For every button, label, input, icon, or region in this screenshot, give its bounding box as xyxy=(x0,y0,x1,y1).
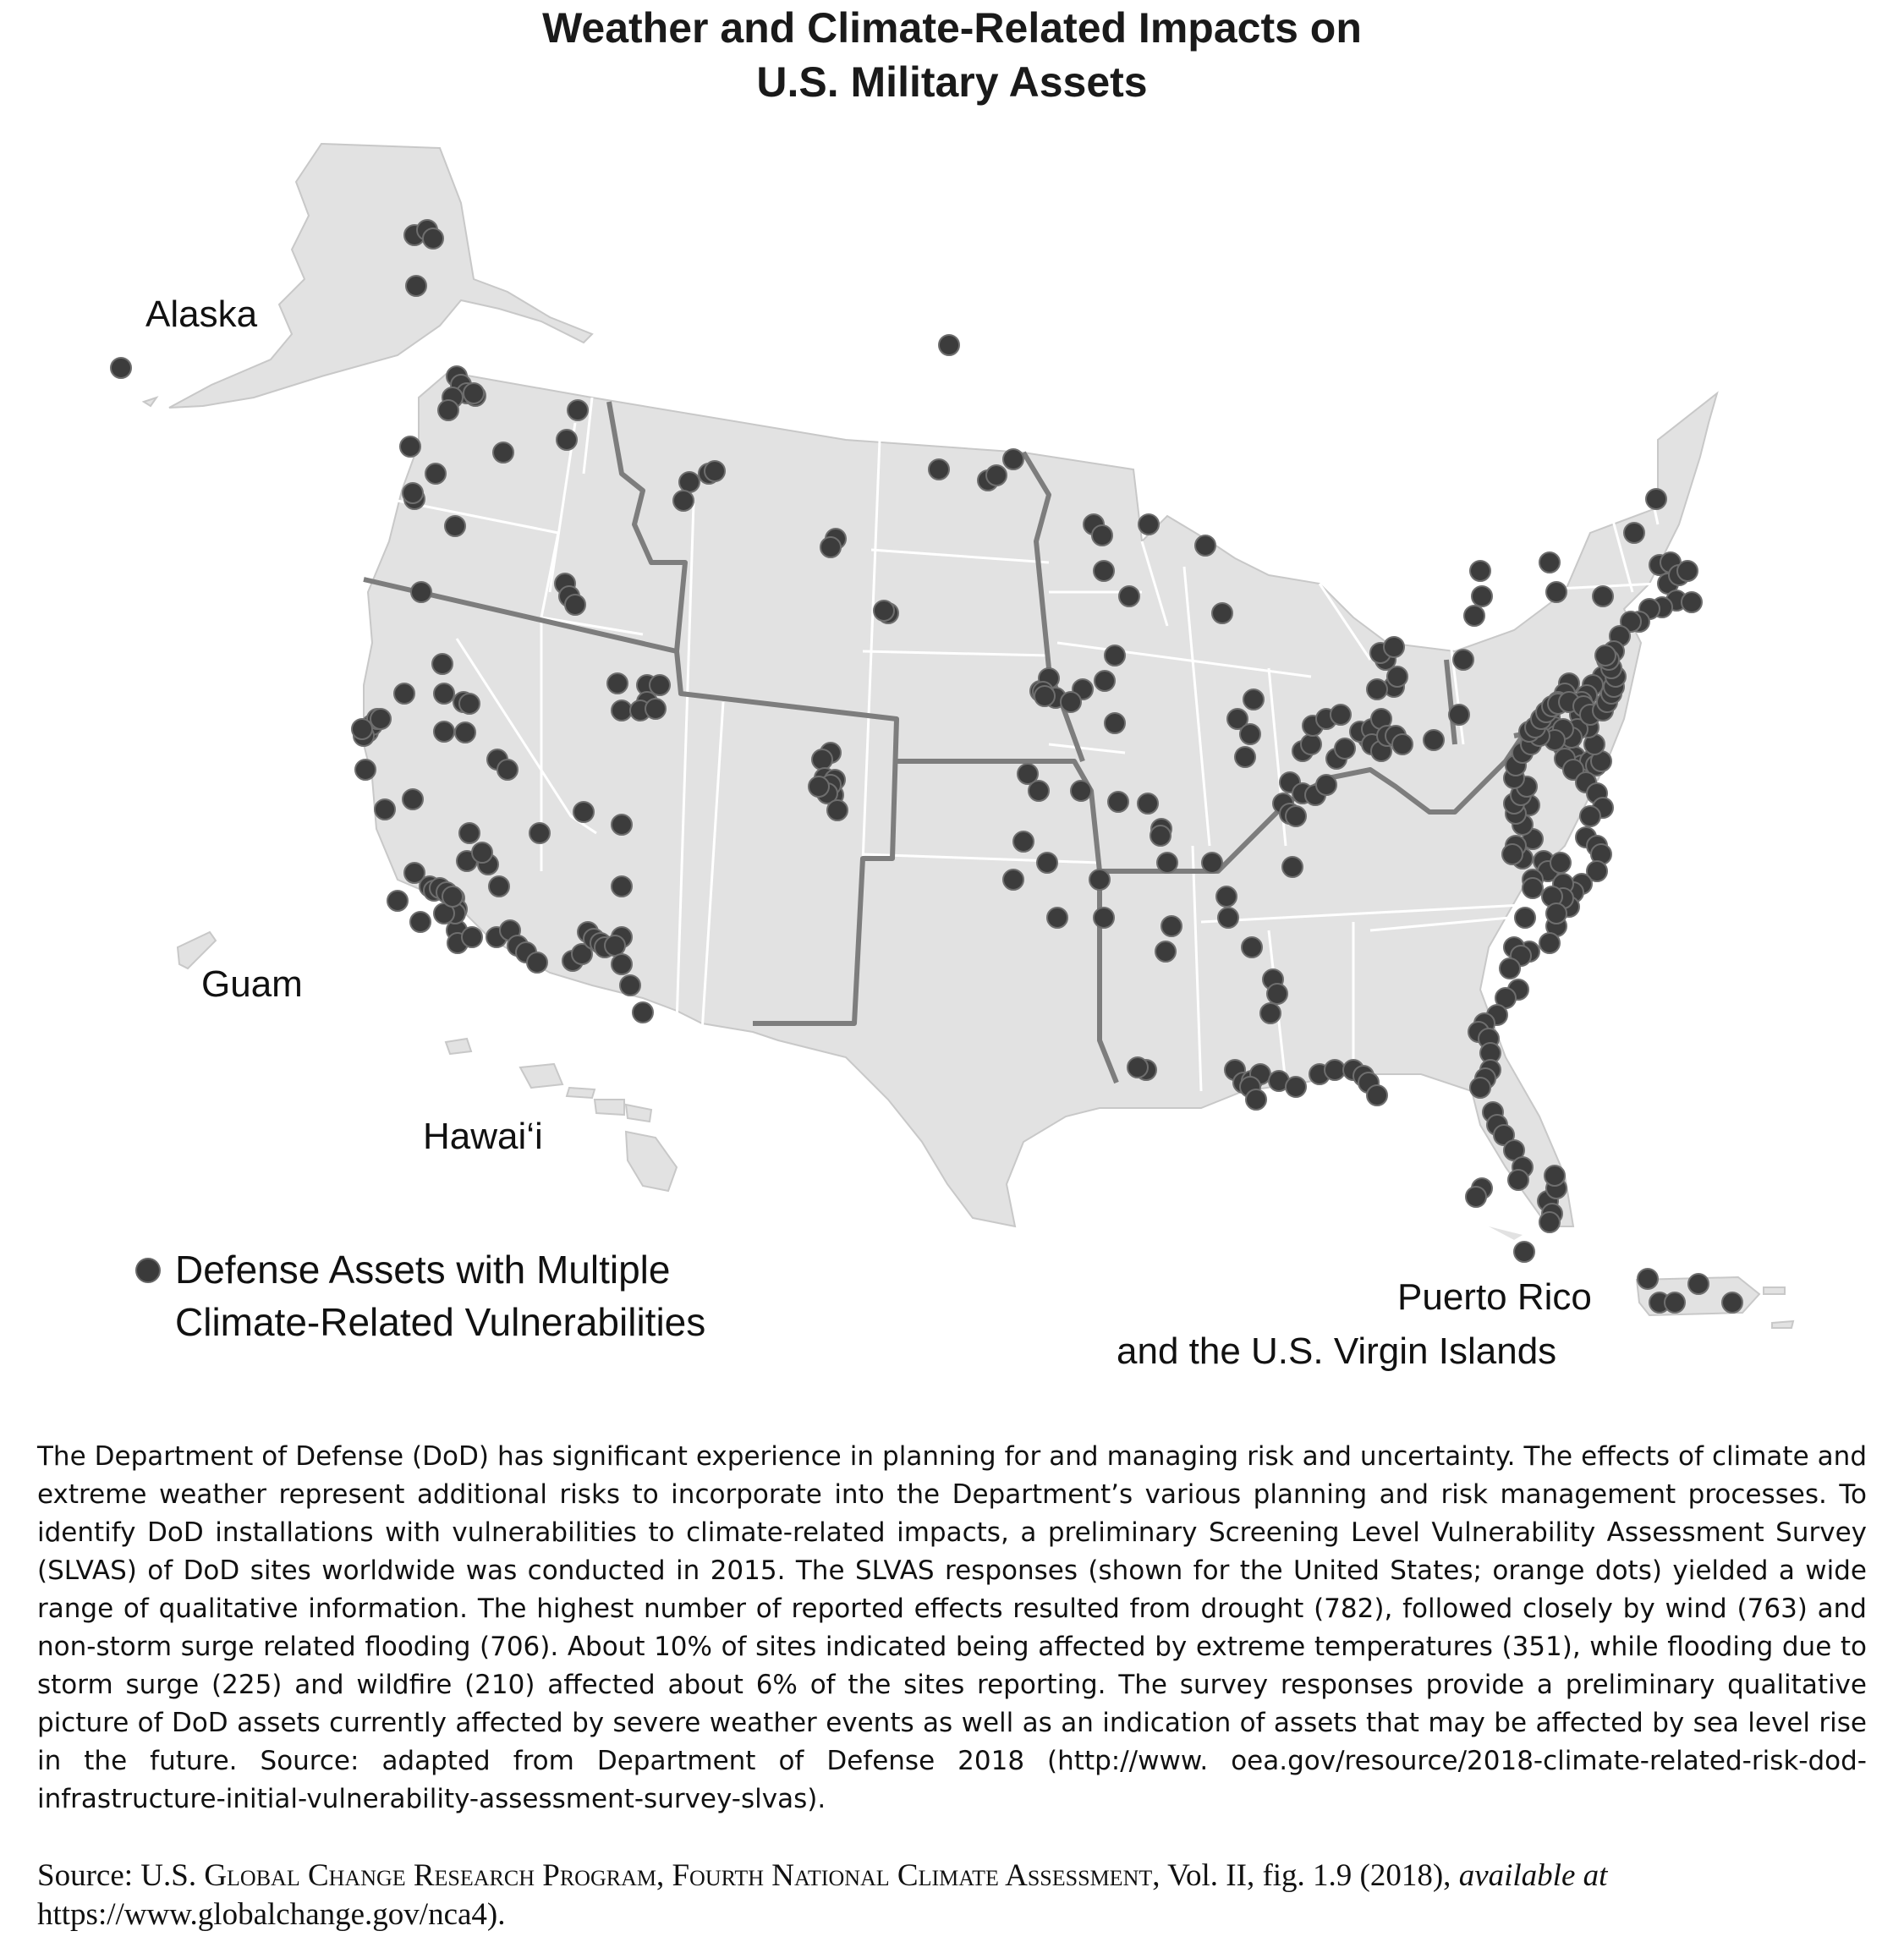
asset-dot xyxy=(929,459,949,480)
asset-dot xyxy=(1212,603,1232,623)
asset-dot xyxy=(445,516,465,536)
asset-dot xyxy=(1128,1057,1148,1078)
asset-dot xyxy=(464,383,484,403)
asset-dot xyxy=(1545,1166,1565,1186)
asset-dot xyxy=(812,749,832,770)
source-available: available at xyxy=(1458,1858,1608,1893)
asset-dot xyxy=(1331,705,1351,725)
asset-dot xyxy=(1367,1085,1387,1105)
asset-dot xyxy=(820,537,841,557)
label-guam: Guam xyxy=(201,963,303,1005)
asset-dot xyxy=(1061,692,1081,712)
asset-dot xyxy=(633,1002,653,1023)
asset-dot xyxy=(432,654,453,674)
asset-dot xyxy=(1242,937,1262,957)
asset-dot xyxy=(1155,941,1176,962)
asset-dot xyxy=(1301,734,1321,754)
asset-dot xyxy=(1243,689,1264,710)
asset-dot xyxy=(1286,1077,1306,1097)
asset-dot xyxy=(1235,747,1255,767)
asset-dot xyxy=(459,823,480,843)
asset-dot xyxy=(1003,870,1023,890)
asset-dot xyxy=(387,891,408,911)
asset-dot xyxy=(1453,650,1473,670)
source-citation xyxy=(37,1857,1867,1934)
asset-dot xyxy=(565,595,585,615)
asset-dot xyxy=(1195,535,1215,556)
asset-dot xyxy=(1029,781,1049,801)
asset-dot xyxy=(425,464,446,484)
asset-dot xyxy=(1550,853,1571,873)
asset-dot xyxy=(1092,525,1112,546)
asset-dot xyxy=(1094,908,1114,928)
asset-dot xyxy=(1515,908,1535,928)
asset-dot xyxy=(370,709,391,729)
asset-dot xyxy=(1089,870,1110,890)
source-org: U.S. Global Change Research Program xyxy=(140,1858,656,1893)
asset-dot xyxy=(612,954,632,974)
asset-dot xyxy=(1523,878,1543,898)
asset-dot xyxy=(612,876,632,897)
asset-dot xyxy=(410,912,431,932)
label-puerto-rico-line1: Puerto Rico xyxy=(1397,1276,1592,1318)
asset-dot xyxy=(620,975,640,996)
asset-dot xyxy=(403,483,423,503)
asset-dot xyxy=(1157,853,1177,873)
asset-dot xyxy=(557,430,577,450)
asset-dot xyxy=(434,721,454,742)
florida-keys xyxy=(1489,1226,1523,1240)
asset-dot xyxy=(1593,586,1613,606)
asset-dot xyxy=(394,683,414,704)
asset-dot xyxy=(1500,958,1520,979)
asset-dot xyxy=(1502,844,1523,864)
source-details: , Vol. II, fig. 1.9 (2018), xyxy=(1152,1858,1459,1893)
alaska-landmass xyxy=(144,144,592,408)
asset-dot xyxy=(1119,586,1139,606)
asset-dot xyxy=(403,789,423,809)
asset-dot xyxy=(1470,1078,1490,1098)
map-title-line1: Weather and Climate-Related Impacts on xyxy=(542,4,1362,52)
asset-dot xyxy=(1202,853,1222,873)
asset-dot xyxy=(406,276,426,296)
legend-dot-icon xyxy=(135,1258,161,1283)
asset-dot xyxy=(527,952,547,973)
asset-dot xyxy=(650,675,670,695)
asset-dot xyxy=(1646,489,1666,509)
asset-dot xyxy=(1047,908,1067,928)
asset-dot xyxy=(111,358,131,378)
asset-dot xyxy=(455,722,475,743)
asset-dot xyxy=(497,760,518,780)
asset-dot xyxy=(1161,916,1182,936)
asset-dot xyxy=(1539,552,1560,573)
asset-dot xyxy=(355,760,376,780)
asset-dot xyxy=(1325,1060,1345,1080)
asset-dot xyxy=(568,400,588,420)
label-puerto-rico-line2: and the U.S. Virgin Islands xyxy=(1117,1330,1557,1372)
asset-dot xyxy=(400,436,420,457)
asset-dot xyxy=(1037,853,1057,873)
asset-dot xyxy=(679,472,700,492)
asset-dot xyxy=(1508,1170,1528,1190)
asset-dot xyxy=(1105,645,1125,666)
asset-dot xyxy=(375,799,395,820)
asset-dot xyxy=(705,461,725,481)
asset-dot xyxy=(607,673,628,694)
asset-dot xyxy=(1013,831,1034,852)
asset-dot xyxy=(1216,886,1237,907)
asset-dot xyxy=(1595,645,1616,666)
asset-dot xyxy=(612,700,632,721)
asset-dot xyxy=(1218,908,1238,928)
asset-dot xyxy=(1267,984,1287,1004)
asset-dot xyxy=(459,694,480,714)
asset-dot xyxy=(1286,806,1306,826)
asset-dot xyxy=(1316,775,1336,795)
asset-dot xyxy=(1260,1003,1281,1023)
asset-dot xyxy=(605,935,625,956)
source-sep: , xyxy=(656,1858,672,1893)
label-hawaii: Hawai‘i xyxy=(423,1116,543,1157)
asset-dot xyxy=(1387,667,1407,687)
asset-dot xyxy=(529,823,550,843)
asset-dot xyxy=(1449,705,1469,725)
asset-dot xyxy=(986,465,1007,486)
asset-dot xyxy=(1282,857,1303,877)
asset-dot xyxy=(1003,449,1023,469)
asset-dot xyxy=(1138,793,1158,814)
legend-line2: Climate-Related Vulnerabilities xyxy=(175,1300,706,1344)
asset-dot xyxy=(1677,561,1698,581)
legend-line1: Defense Assets with Multiple xyxy=(175,1248,671,1292)
asset-dot xyxy=(1546,903,1567,924)
asset-dot xyxy=(827,800,848,820)
asset-dot xyxy=(1071,781,1091,801)
asset-dot xyxy=(434,683,454,704)
asset-dot xyxy=(1580,806,1600,826)
asset-dot xyxy=(489,876,509,897)
asset-dot xyxy=(1638,1269,1658,1289)
asset-dot xyxy=(1335,738,1355,759)
asset-dot xyxy=(673,491,694,511)
asset-dot xyxy=(1139,514,1159,535)
asset-dot xyxy=(1034,686,1055,706)
asset-dot xyxy=(1472,586,1492,606)
asset-dot xyxy=(1464,606,1484,626)
asset-dot xyxy=(462,927,482,947)
source-report: Fourth National Climate Assessment xyxy=(672,1858,1153,1893)
asset-dot xyxy=(1367,679,1387,699)
hawaii-islands xyxy=(446,1039,677,1191)
asset-dot xyxy=(1514,1242,1534,1262)
asset-dot xyxy=(939,335,959,355)
label-alaska: Alaska xyxy=(145,293,258,335)
asset-dot xyxy=(1682,592,1702,612)
asset-dot xyxy=(874,601,894,621)
asset-dot xyxy=(442,886,463,907)
asset-dot xyxy=(1424,730,1444,750)
asset-dot xyxy=(352,719,372,739)
asset-dot xyxy=(1108,792,1128,812)
asset-dot xyxy=(1094,561,1114,581)
asset-dot xyxy=(438,400,458,420)
asset-dot xyxy=(573,802,594,822)
source-url: https://www.globalchange.gov/nca4). xyxy=(37,1897,506,1932)
asset-dot xyxy=(1688,1274,1709,1294)
asset-dot xyxy=(1246,1089,1266,1110)
asset-dot xyxy=(1392,734,1413,754)
asset-dot xyxy=(645,699,666,719)
asset-dot xyxy=(1665,1292,1685,1313)
asset-dot xyxy=(612,815,632,835)
map-title-line2: U.S. Military Assets xyxy=(756,58,1148,106)
asset-dot xyxy=(423,228,443,249)
asset-dot xyxy=(1546,582,1567,602)
asset-dot xyxy=(1466,1187,1486,1207)
asset-dot xyxy=(472,842,492,863)
asset-dot xyxy=(1095,671,1115,691)
asset-dot xyxy=(1384,637,1404,657)
asset-dot xyxy=(493,442,513,463)
asset-dot xyxy=(411,582,431,602)
asset-dot xyxy=(1539,933,1560,953)
asset-dot xyxy=(1240,724,1260,744)
asset-dot xyxy=(1470,561,1490,581)
asset-dot xyxy=(809,776,829,797)
asset-dot xyxy=(1150,826,1171,846)
figure-caption: The Department of Defense (DoD) has significant experience in planning for and managing risk and uncertainty. The effects of climate and extreme weather represent additional risks to incorporate into the Department’s various planning and risk management processes. To identify DoD installations with vulnerabilities to climate-related impacts, a preliminary Screening Level Vulnerability Assessment Survey (SLVAS) of DoD sites worldwide was conducted in 2015. The SLVAS responses (shown for the United States; orange dots) yielded a wide range of qualitative information. The highest number of reported effects resulted from drought (782), followed closely by wind (763) and non-storm surge related flooding (706). About 10% of sites indicated being affected by extreme temperatures (351), while flooding due to storm surge (225) and wildfire (210) affected about 6% of the sites reporting. The survey responses provide a preliminary qualitative picture of DoD assets currently affected by severe weather events as well as an indication of assets that may be affected by sea level rise in the future. Source: adapted from Department of Defense 2018 (http://www. oea.gov/resource/2018-climate-related-risk-dod-infrastructure-initial-vulnerability-assessment-survey-slvas). xyxy=(37,1441,1867,1814)
source-prefix: Source: xyxy=(37,1858,141,1893)
asset-dot xyxy=(1105,713,1125,733)
legend-label xyxy=(175,1243,705,1348)
asset-dot xyxy=(1722,1292,1742,1313)
asset-dot xyxy=(1539,1212,1560,1232)
asset-dot xyxy=(1624,523,1644,543)
